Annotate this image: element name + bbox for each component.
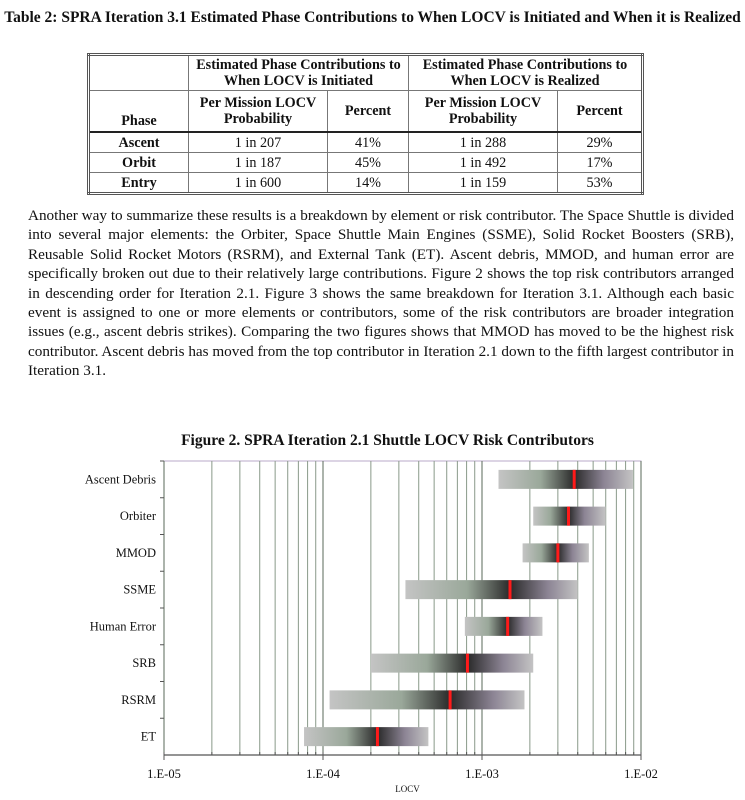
x-tick-label: 1.E-03 [465,767,499,781]
mean-marker [556,543,559,562]
y-tick-label: SRB [132,656,156,671]
x-tick-label: 1.E-05 [147,767,181,781]
column-header-initiated-percent: Percent [328,91,409,133]
risk-contributors-chart [0,455,745,800]
figure-title: Figure 2. SPRA Iteration 2.1 Shuttle LOCV Risk Contributors [181,432,594,449]
mean-marker [506,617,509,636]
x-axis-label: LOCV [395,784,420,794]
mean-marker [466,654,469,673]
mean-marker [508,580,511,599]
x-tick-label: 1.E-04 [306,767,340,781]
cell: 1 in 159 [409,173,558,194]
body-paragraph: Another way to summarize these results is a breakdown by element or risk contributor. The Space Shuttle is divided into several major elements: the Orbiter, Space Shuttle Main Engines (SSME), Solid Rocket Boosters (SRB), Reusable Solid Rocket Motors (RSRM), and External Tank (ET). Ascent debris, MMOD, and human error are specifically broken out due to their relatively large contributions. Figure 2 shows the top risk contributors arranged in descending order for Iteration 2.1. Figure 3 shows the same breakdown for Iteration 3.1. Although each basic event is assigned to one or more elements or contributors, some of the risk contributors are broader integration issues (e.g., ascent debris strikes). Comparing the two figures shows that MMOD has moved to be the highest risk contributor. Ascent debris has moved from the top contributor in Iteration 2.1 down to the fifth largest contributor in Iteration 3.1. [28,207,734,380]
range-bar [405,580,577,599]
column-header-realized-percent: Percent [558,91,643,133]
chart-x-axis [147,752,658,794]
cell: 29% [558,132,643,153]
y-tick-label: Human Error [89,619,156,634]
cell: 1 in 187 [189,153,328,173]
range-bar [304,727,428,746]
chart-grid [164,461,641,755]
range-bar [330,690,525,709]
cell: 1 in 600 [189,173,328,194]
phase-contributions-table [87,53,644,195]
cell: 1 in 492 [409,153,558,173]
range-bar [523,543,589,562]
y-tick-label: RSRM [121,692,156,707]
cell: 53% [558,173,643,194]
table-title: Table 2: SPRA Iteration 3.1 Estimated Phase Contributions to When LOCV is Initiated and When it is Realized [4,9,741,26]
y-tick-label: Ascent Debris [84,472,156,487]
y-tick-label: ET [140,729,156,744]
y-tick-label: MMOD [115,545,156,560]
table-row [89,153,643,173]
x-tick-label: 1.E-02 [624,767,658,781]
column-header-phase: Phase [89,91,189,133]
cell: 41% [328,132,409,153]
phase-cell: Entry [89,173,189,194]
mean-marker [567,507,570,526]
table-corner-cell [89,55,189,91]
phase-cell: Ascent [89,132,189,153]
cell: 1 in 288 [409,132,558,153]
range-bar [499,470,633,489]
chart-y-labels [85,461,164,744]
cell: 17% [558,153,643,173]
cell: 14% [328,173,409,194]
cell: 1 in 207 [189,132,328,153]
table-row [89,132,643,153]
mean-marker [573,470,576,489]
group-header-realized: Estimated Phase Contributions to When LOCV is Realized [409,55,643,91]
group-header-initiated: Estimated Phase Contributions to When LOCV is Initiated [189,55,409,91]
column-header-realized-probability: Per Mission LOCV Probability [409,91,558,133]
range-bar [371,654,533,673]
plot-area [164,461,641,755]
cell: 45% [328,153,409,173]
phase-cell: Orbit [89,153,189,173]
range-bar [465,617,543,636]
mean-marker [376,727,379,746]
column-header-initiated-probability: Per Mission LOCV Probability [189,91,328,133]
y-tick-label: Orbiter [119,509,156,524]
table-row [89,173,643,194]
y-tick-label: SSME [123,582,156,597]
mean-marker [449,690,452,709]
